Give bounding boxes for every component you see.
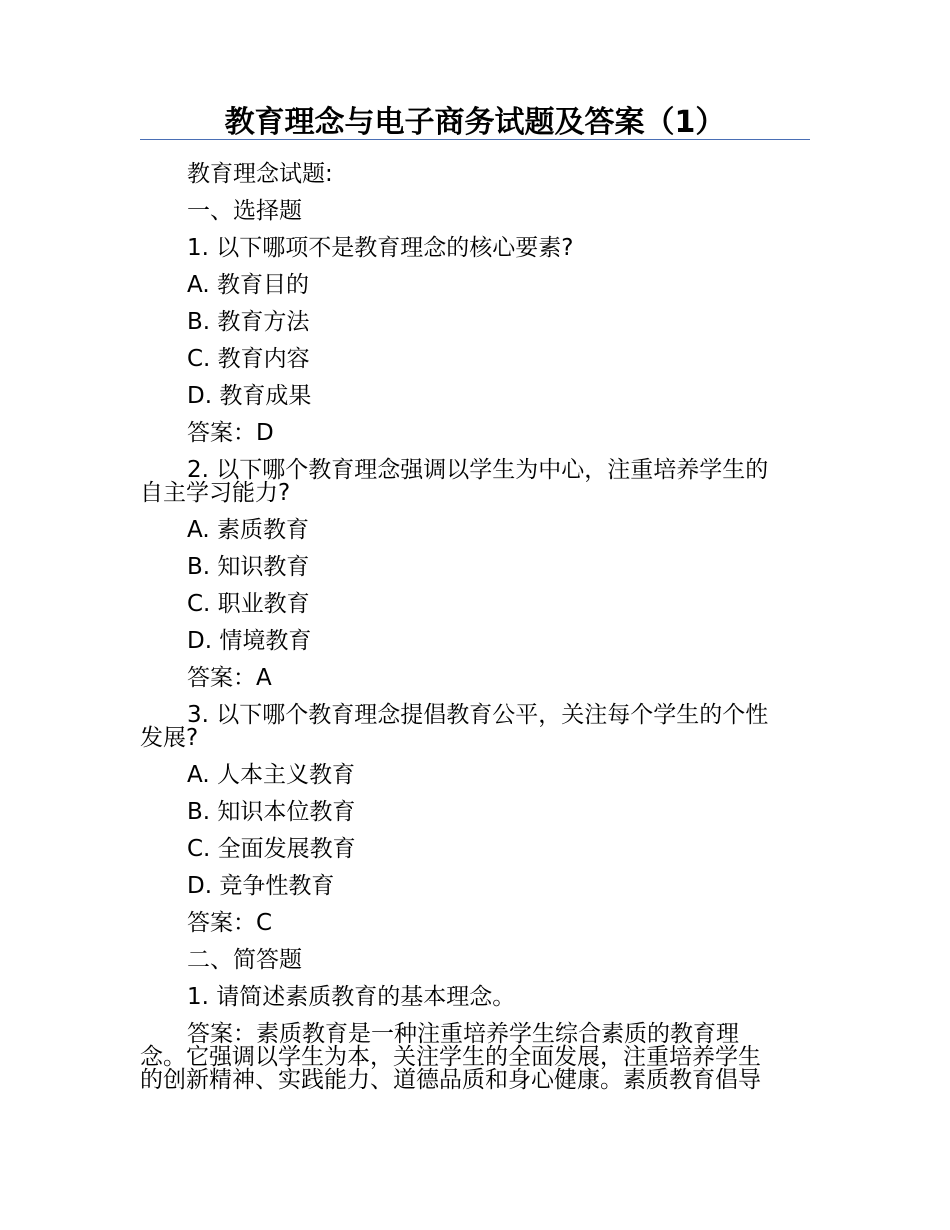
question-2-answer: 答案：A [187,665,272,691]
question-2-option-c: C. 职业教育 [187,591,310,617]
question-2-option-d: D. 情境教育 [187,628,312,654]
question-3-stem-continued: 发展? [140,725,199,751]
question-1-option-c: C. 教育内容 [187,346,310,372]
title-underline [140,139,810,140]
question-3-option-a: A. 人本主义教育 [187,762,355,788]
question-2-option-b: B. 知识教育 [187,554,310,580]
question-1-option-b: B. 教育方法 [187,309,310,335]
document-title: 教育理念与电子商务试题及答案（1） [224,105,726,140]
short-answer-question: 1. 请简述素质教育的基本理念。 [187,984,516,1010]
part1-heading: 一、选择题 [187,198,302,224]
question-3-option-d: D. 竞争性教育 [187,873,335,899]
question-1-option-d: D. 教育成果 [187,383,312,409]
question-3-stem: 3. 以下哪个教育理念提倡教育公平，关注每个学生的个性 [187,702,769,728]
question-3-option-c: C. 全面发展教育 [187,836,356,862]
question-1-option-a: A. 教育目的 [187,272,309,298]
question-1-stem: 1. 以下哪项不是教育理念的核心要素? [187,235,574,261]
short-answer-line-1: 答案：素质教育是一种注重培养学生综合素质的教育理 [187,1021,739,1047]
short-answer-line-3: 的创新精神、实践能力、道德品质和身心健康。素质教育倡导 [140,1067,761,1093]
question-2-stem: 2. 以下哪个教育理念强调以学生为中心，注重培养学生的 [187,457,769,483]
question-2-stem-continued: 自主学习能力? [140,480,291,506]
short-answer-line-2: 念。它强调以学生为本，关注学生的全面发展，注重培养学生 [140,1044,761,1070]
question-3-answer: 答案：C [187,910,273,936]
question-3-option-b: B. 知识本位教育 [187,799,356,825]
question-1-answer: 答案：D [187,420,274,446]
section-heading: 教育理念试题: [187,161,333,187]
part2-heading: 二、简答题 [187,947,302,973]
question-2-option-a: A. 素质教育 [187,517,309,543]
